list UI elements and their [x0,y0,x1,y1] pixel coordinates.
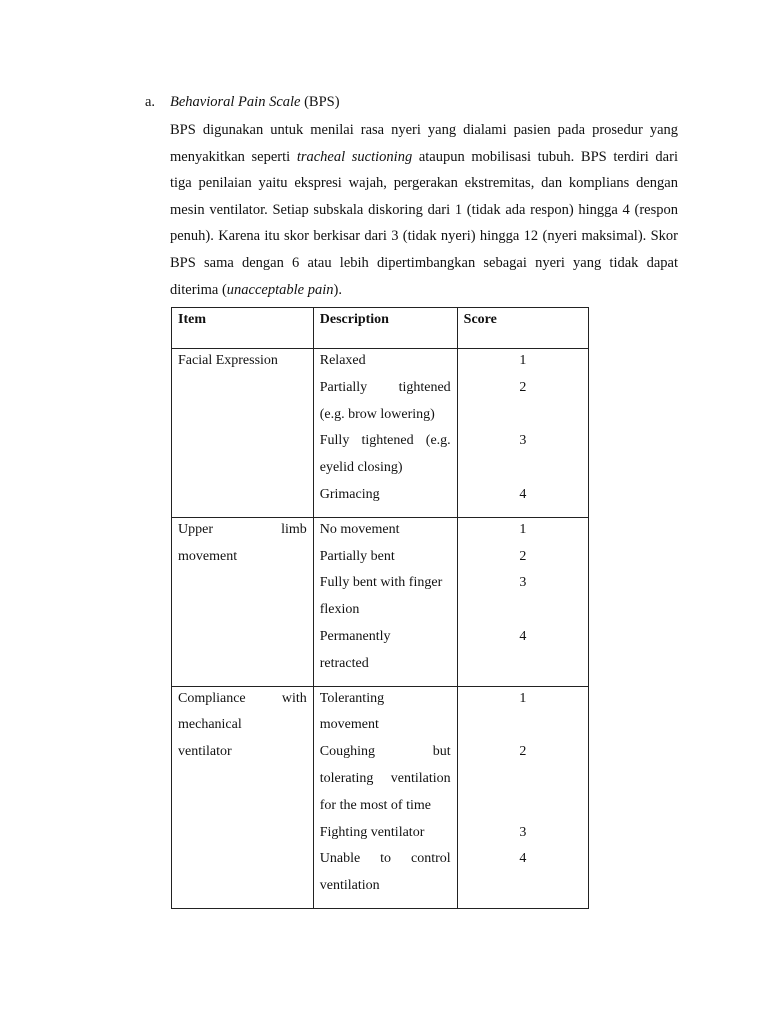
table-header-row [172,308,589,349]
description-cell [313,349,457,518]
score-spacer [464,404,582,431]
score-value: 2 [519,744,527,760]
paragraph-text: diterima ( [170,281,227,298]
paragraph-line [170,277,678,304]
score-value: 3 [519,824,527,840]
score-spacer [464,714,582,741]
description-text: Fully tightened (e.g. [319,433,451,449]
table-row [172,517,589,686]
paragraph-line: BPS sama dengan 6 atau lebih dipertimbangkan sebagai nyeri yang tidak dapat [170,254,678,271]
score-spacer [464,457,582,484]
paragraph-text: menyakitkan seperti [170,148,297,165]
description-cell [313,686,457,908]
score-value: 3 [519,433,527,449]
paragraph-line: BPS digunakan untuk menilai rasa nyeri yang dialami pasien pada prosedur yang [170,122,678,138]
paragraph-line: mesin ventilator. Setiap subskala diskoring dari 1 (tidak ada respon) hingga 4 (respon [170,201,678,218]
description-text: Relaxed [319,353,366,368]
score-value: 2 [519,379,527,395]
header-item: Item [172,308,314,349]
description-text: movement [319,717,379,733]
description-text: flexion [319,602,360,618]
paragraph-text: ataupun mobilisasi tubuh. BPS terdiri dari [412,148,678,165]
score-value: 1 [519,521,527,537]
item-cell [172,349,314,518]
table-row [172,686,589,908]
description-text: No movement [319,521,400,537]
description-text: Permanently [319,628,391,644]
description-text: eyelid closing) [319,460,403,476]
item-label: Facial Expression [178,353,278,368]
bps-table [171,307,589,909]
score-spacer [464,875,582,902]
header-description: Description [313,308,457,349]
item-cell [172,686,314,908]
item-label: Compliance with [178,690,307,706]
score-value: 1 [519,690,527,706]
header-score: Score [457,308,588,349]
score-spacer [464,653,582,680]
description-text: Coughing but [319,744,451,760]
section-title [170,92,340,112]
description-text: Unable to control [319,851,451,867]
score-value: 4 [519,628,527,644]
paragraph-line [170,144,678,171]
description-text: Toleranting [319,690,385,706]
description-text: ventilation [319,878,380,894]
score-value: 3 [519,575,527,591]
paragraph-text: ). [333,281,342,298]
score-value: 1 [519,353,527,368]
score-value: 2 [519,548,527,564]
paragraph-italic: unacceptable pain [226,281,334,298]
score-value: 4 [519,486,527,502]
score-cell [457,349,588,518]
item-label: movement [178,548,238,564]
body-paragraph [170,117,678,303]
paragraph-italic: tracheal suctioning [296,148,413,165]
description-text: tolerating ventilation [319,770,451,786]
description-text: Partially bent [319,548,395,564]
description-text: Grimacing [319,486,380,502]
description-text: Fully bent with finger [319,575,443,591]
item-cell [172,517,314,686]
score-cell [457,686,588,908]
description-text: for the most of time [319,797,431,813]
section-title-italic: Behavioral Pain Scale [170,94,301,110]
item-label: mechanical [178,717,242,733]
score-cell [457,517,588,686]
table-row [172,349,589,518]
description-text: (e.g. brow lowering) [319,406,435,422]
item-label: ventilator [178,744,232,760]
paragraph-line: penuh). Karena itu skor berkisar dari 3 (tidak nyeri) hingga 12 (nyeri maksimal). Skor [170,228,678,245]
description-text: Partially tightened [319,379,451,395]
description-cell [313,517,457,686]
score-value: 4 [519,851,527,867]
description-text: Fighting ventilator [319,824,425,840]
paragraph-line: tiga penilaian yaitu ekspresi wajah, pergerakan ekstremitas, dan komplians dengan [170,175,678,192]
score-spacer [464,768,582,795]
score-spacer [464,599,582,626]
item-label: Upper limb [178,521,307,537]
description-text: retracted [319,655,369,671]
score-spacer [464,795,582,822]
section-title-rest: (BPS) [300,94,340,110]
list-marker: a. [145,94,156,110]
